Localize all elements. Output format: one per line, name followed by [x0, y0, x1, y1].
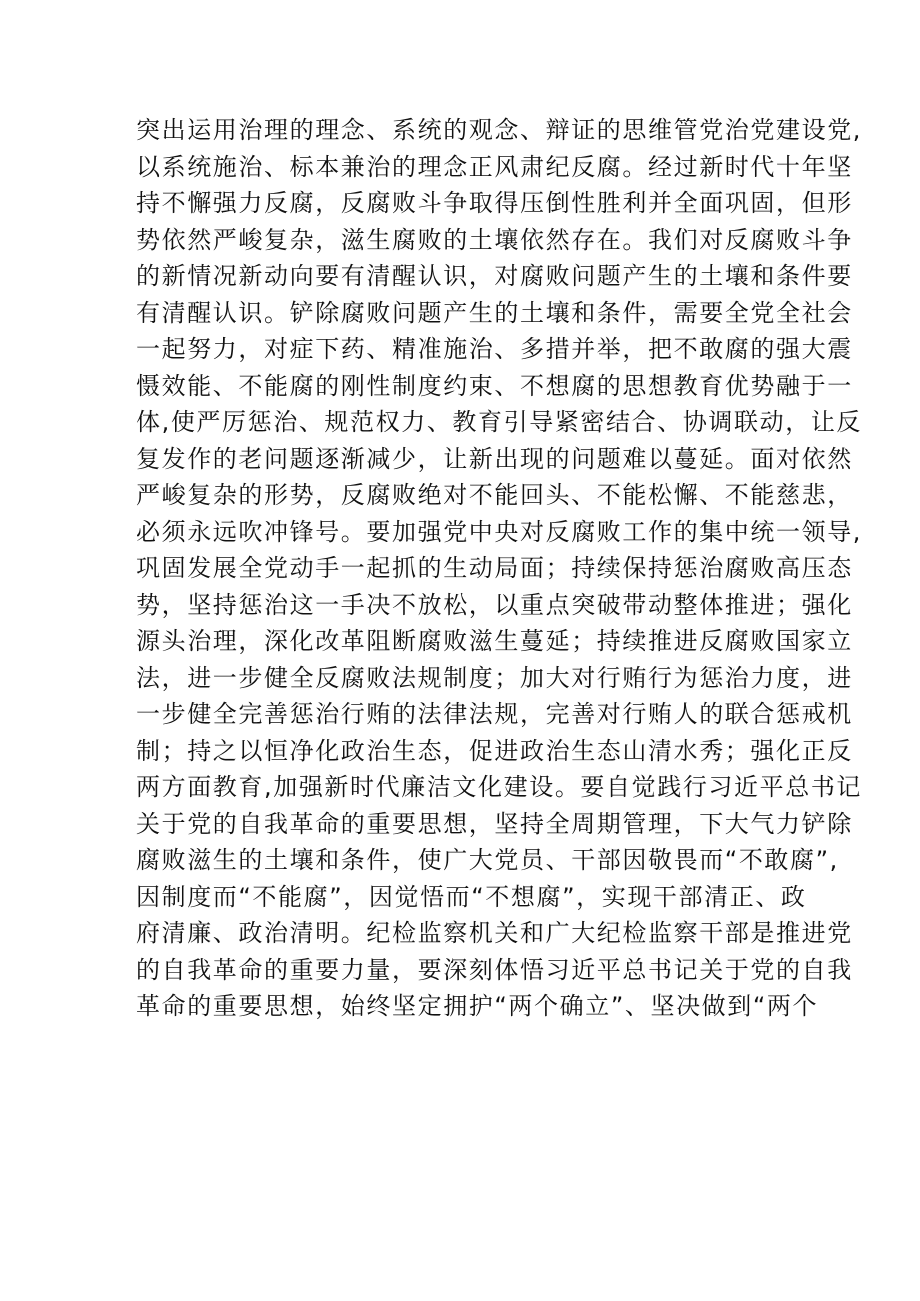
text-line: 关于党的自我革命的重要思想，坚持全周期管理，下大气力铲除 [136, 809, 853, 838]
text-line: 突出运用治理的理念、系统的观念、辩证的思维管党治党建设党, [136, 116, 863, 144]
text-line: 源头治理，深化改革阻断腐败滋生蔓延；持续推进反腐败国家立 [136, 627, 853, 655]
text-line: 一起努力，对症下药、精准施治、多措并举，把不敢腐的强大震 [136, 335, 853, 363]
text-line: 有清醒认识。铲除腐败问题产生的土壤和条件，需要全党全社会 [136, 298, 853, 327]
text-line: 制；持之以恒净化政治生态，促进政治生态山清水秀；强化正反 [136, 736, 853, 765]
text-line: 持不懈强力反腐，反腐败斗争取得压倒性胜利并全面巩固，但形 [136, 189, 853, 217]
text-line: 腐败滋生的土壤和条件，使广大党员、干部因敬畏而“不敢腐”, [136, 846, 839, 874]
text-line: 势依然严峻复杂，滋生腐败的土壤依然存在。我们对反腐败斗争 [136, 225, 853, 254]
text-line: 的新情况新动向要有清醒认识，对腐败问题产生的土壤和条件要 [136, 262, 853, 290]
text-line: 革命的重要思想，始终坚定拥护“两个确立”、坚决做到“两个 [136, 992, 819, 1020]
text-line: 一步健全完善惩治行贿的法律法规，完善对行贿人的联合惩戒机 [136, 700, 853, 728]
text-line: 两方面教育,加强新时代廉洁文化建设。要自觉践行习近平总书记 [136, 773, 863, 801]
text-line: 巩固发展全党动手一起抓的生动局面；持续保持惩治腐败高压态 [136, 554, 853, 582]
text-line: 势，坚持惩治这一手决不放松，以重点突破带动整体推进；强化 [136, 590, 853, 619]
text-line: 法，进一步健全反腐败法规制度；加大对行贿行为惩治力度，进 [136, 663, 853, 692]
text-line: 必须永远吹冲锋号。要加强党中央对反腐败工作的集中统一领导, [136, 517, 863, 546]
text-line: 的自我革命的重要力量，要深刻体悟习近平总书记关于党的自我 [136, 955, 853, 984]
text-line: 以系统施治、标本兼治的理念正风肃纪反腐。经过新时代十年坚 [136, 152, 853, 181]
text-line: 慑效能、不能腐的刚性制度约束、不想腐的思想教育优势融于一 [136, 371, 853, 400]
text-line: 因制度而“不能腐”，因觉悟而“不想腐”，实现干部清正、政 [136, 882, 807, 911]
text-line: 体,使严厉惩治、规范权力、教育引导紧密结合、协调联动，让反 [136, 408, 863, 436]
text-line: 府清廉、政治清明。纪检监察机关和广大纪检监察干部是推进党 [136, 919, 853, 947]
text-line: 复发作的老问题逐渐减少，让新出现的问题难以蔓延。面对依然 [136, 444, 853, 473]
text-line: 严峻复杂的形势，反腐败绝对不能回头、不能松懈、不能慈悲， [136, 481, 853, 509]
body-paragraph [136, 112, 863, 1025]
